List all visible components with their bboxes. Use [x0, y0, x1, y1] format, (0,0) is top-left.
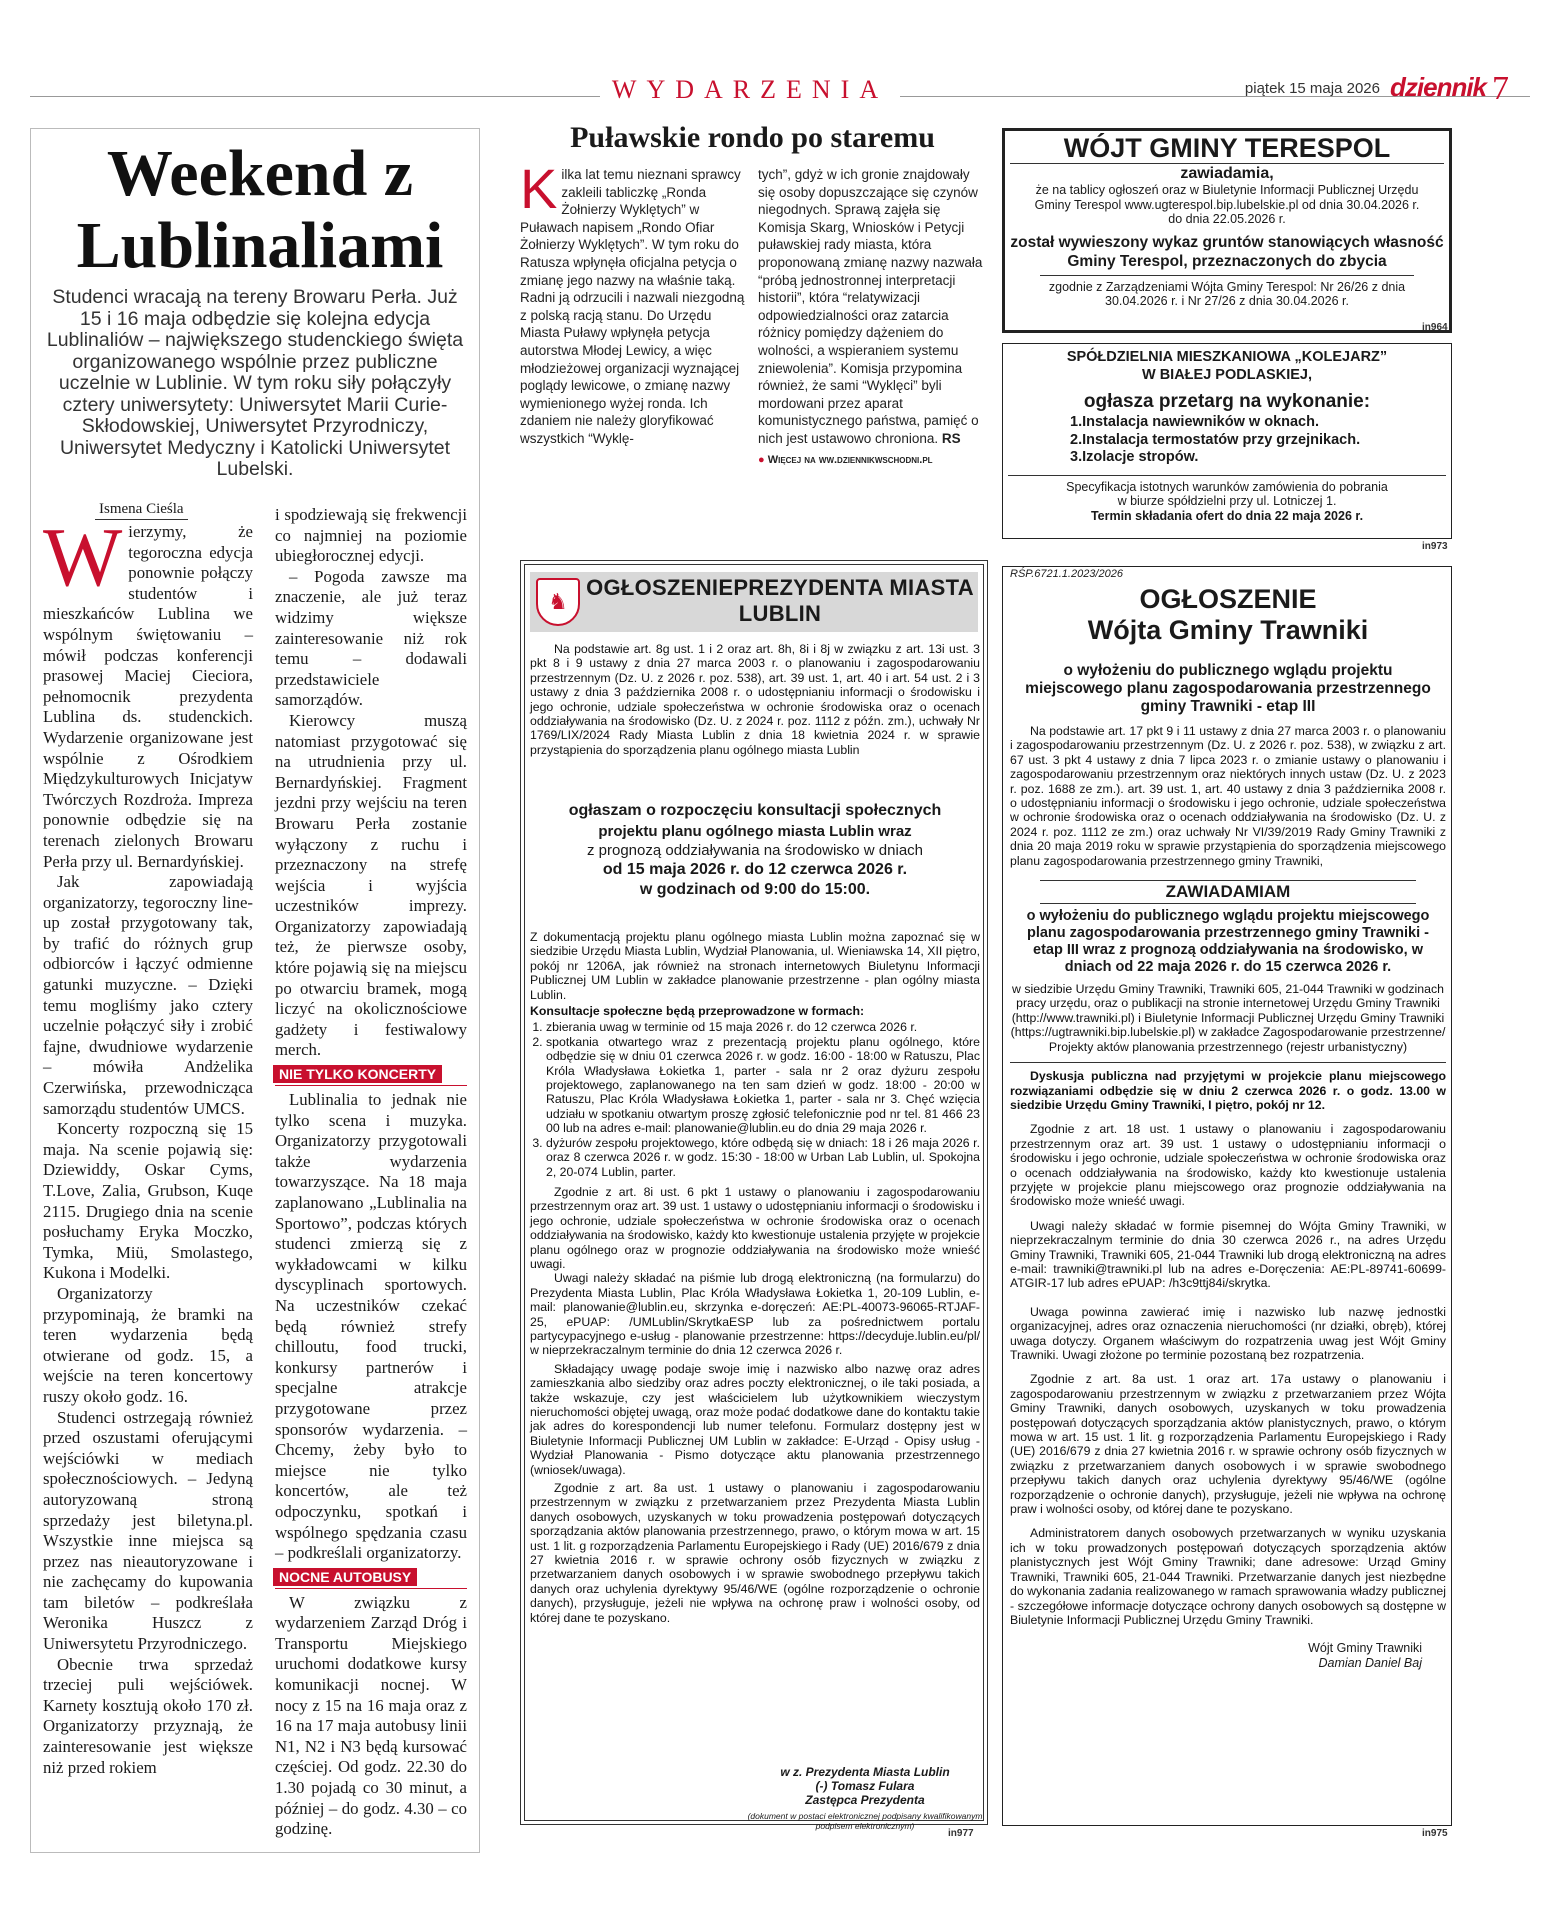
- ad-reference: in964: [1422, 322, 1448, 333]
- paragraph: Składający uwagę podaje swoje imię i nazwisko albo nazwę oraz adres zamieszkania albo siedziby oraz adres poczty elektronicznej, o ile taki posiada, a także wskazuje, czy jest właścicielem lub użytkownikiem wieczystym nieruchomości objętej uwagą, oraz może podać dodatkowe dane do kontaktu takie jak adres do korespondencji lub numer telefonu. Formularz dostępny jest w Biuletynie Informacji Publicznej UM Lublin w zakładce: E-Urząd - Opisy usług - Wydział Planowania - Pismo dotyczące aktu planowania przestrzennego (wniosek/uwaga).: [530, 1361, 980, 1477]
- paragraph: zgodnie z Zarządzeniami Wójta Gminy Terespol: Nr 26/26 z dnia 30.04.2026 r. i Nr 27/26 z dnia 30.04.2026 r.: [1048, 279, 1406, 308]
- announcement-line: projektu planu ogólnego miasta Lublin wraz: [598, 823, 912, 840]
- kolejarz-title: W BIAŁEJ PODLASKIEJ,: [1142, 367, 1312, 383]
- paragraph: Uwagi należy składać na piśmie lub drogą elektroniczną (na formularzu) do Prezydenta Miasta Lublin, Plac Króla Władysława Łokietka 1, 20-109 Lublin, e-mail: planowanie@lublin.eu, skrzynka e-doręczeń: AE:PL-40073-96065-RTJAF-25, ePUAP: /UMLublin/SkrytkaESP lub za pośrednictwem portalu partycypacyjnego e-usług - planowanie przestrzenne: https://decyduje.lublin.eu/pl/ w nieprzekraczalnym terminie do dnia 12 czerwca 2026 r.: [530, 1271, 980, 1358]
- paragraph: Jak zapowiadają organizatorzy, tegoroczny line-up został przygotowany tak, by trafić do różnych grup odbiorców i łączyć odmienne gatunki muzyczne. – Dzięki temu mogliśmy jako cztery uczelnie połączyć siły i zrobić fajne, dwudniowe wydarzenie – mówiła Andżelika Czerwińska, przewodnicząca samorządu studentów UMCS.: [43, 872, 253, 1118]
- lublin-details: [530, 930, 980, 1625]
- list-item: 2.Instalacja termostatów przy grzejnikach.: [1070, 431, 1361, 448]
- title-rule: [1010, 163, 1444, 164]
- paragraph: Dyskusja publiczna nad przyjętymi w projekcie planu miejscowego rozwiązaniami odbędzie się w dniu 2 czerwca 2026 r. o godz. 13.00 w siedzibie Urzędu Gminy Trawniki, I piętro, pokój nr 12.: [1010, 1069, 1446, 1112]
- drop-cap: K: [520, 157, 558, 220]
- footer-line: Specyfikacja istotnych warunków zamówienia do pobrania: [1066, 479, 1388, 494]
- tag-rule: [275, 1085, 467, 1086]
- ad-reference: in975: [1422, 1828, 1448, 1839]
- announcement-hours: w godzinach od 9:00 do 15:00.: [639, 881, 871, 898]
- terespol-title: WÓJT GMINY TERESPOL: [1063, 133, 1391, 163]
- paragraph: Z dokumentacją projektu planu ogólnego miasta Lublin można zapoznać się w siedzibie Urzędu Miasta Lublin, Wydział Planowania, ul. Wieniawska 14, XII piętro, pokój nr 1206A, jak również na stronach internetowych Biuletynu Informacji Publicznej UM Lublin w zakładce planowanie przestrzenne - plan ogólny miasta Lublin.: [530, 930, 980, 1002]
- subheading-tag: NOCNE AUTOBUSY: [273, 1568, 417, 1586]
- article-author: Ismena Cieśla: [95, 501, 188, 520]
- rondo-headline: Puławskie rondo po staremu: [570, 121, 935, 154]
- paragraph: Uwagi należy składać w formie pisemnej do Wójta Gminy Trawniki, w nieprzekraczalnym terminie do dnia 30 czerwca 2026 r., na adres Urzędu Gminy Trawniki, Trawniki 605, 21-044 Trawniki lub drogą elektroniczną na adres e-mail: trawniki@trawniki.pl lub na adres e-Doręczenia: AE:PL-89741-60699-ATGIR-17 lub adres ePUAP: /h3c9ttj84i/skrytka.: [1010, 1218, 1446, 1291]
- paragraph: i spodziewają się frekwencji co najmniej na poziomie ubiegłorocznej edycji.: [275, 505, 467, 566]
- footer-deadline: Termin składania ofert do dnia 22 maja 2026 r.: [1090, 508, 1364, 523]
- paragraph: ilka lat temu nieznani sprawcy zakleili tabliczkę „Ronda Żołnierzy Wyklętych” w Puławach napisem „Rondo Ofiar Żołnierzy Wyklętych”. W tym roku do Ratusza wpłynęła oficjalna petycja o zmianę jego nazwy na właśnie taką. Radni ją odrzucili i nazwali niezgodną z polską racją stanu. Do Urzędu Miasta Puławy wpłynęła petycja autorstwa Młodej Lewicy, a więc młodzieżowej organizacji wyznającej poglądy lewicowe, o zmianę nazwy wymienionego wyżej ronda. Ich zdaniem nie należy gloryfikować wszystkich “Wyklę-: [520, 167, 745, 446]
- paragraph: W związku z wydarzeniem Zarząd Dróg i Transportu Miejskiego uruchomi dodatkowe kursy komunikacji nocnej. W nocy z 15 na 16 maja oraz z 16 na 17 maja autobusy linii N1, N2 i N3 będą kursować częściej. Od godz. 22.30 do 1.30 pojadą co 30 minut, a później – do godz. 4.30 – co godzinę.: [275, 1592, 467, 1839]
- paragraph: Uwaga powinna zawierać imię i nazwisko lub nazwę jednostki organizacyjnej, adres oraz oznaczenia nieruchomości (nr działki, obręb), której uwaga dotyczy. Organem właściwym do rozpatrzenia uwag jest Wójt Gminy Trawniki. Uwagi złożone po terminie pozostaną bez rozpatrzenia.: [1010, 1304, 1446, 1362]
- paragraph: Administratorem danych osobowych przetwarzanych w wyniku uzyskania ich w toku prowadzonych postępowań dotyczących sporządzenia aktów planistycznych jest Wójt Gminy Trawniki; dane adresowe: Urząd Gminy Trawniki, Trawniki 605, 21-044 Trawniki. Przetwarzanie danych jest niezbędne do wykonania zadania realizowanego w ramach sprawowania władzy publicznej - szczegółowe informacje dotyczące ochrony danych osobowych są dostępne w Biuletynie Informacji Publicznej Urzędu Gminy Trawniki.: [1010, 1526, 1446, 1627]
- announcement-line: ogłaszam o rozpoczęciu konsultacji społecznych: [568, 802, 942, 819]
- paragraph: Zgodnie z art. 8a ust. 1 oraz art. 17a ustawy o planowaniu i zagospodarowaniu przestrzennym w związku z przetwarzaniem przez Wójta Gminy Trawniki, danych osobowych, uzyskanych w toku prowadzenia postępowań dotyczących sporządzania aktów planistycznych, prawo, o którym mowa w art. 15 ust. 1 lit. g rozporządzenia Parlamentu Europejskiego i Rady (UE) 2016/679 z dnia 27 kwietnia 2016 r. w sprawie ochrony osób fizycznych w związku z przetwarzaniem danych osobowych i w sprawie swobodnego przepływu takich danych oraz uchylenia dyrektywy 95/46/WE (ogólne rozporządzenie o ochronie danych), przysługuje, jeżeli nie wpływa na ochronę praw i wolności osoby, od której dane te pozyskano.: [1010, 1372, 1446, 1517]
- signature-line: w z. Prezydenta Miasta Lublin: [780, 1765, 950, 1779]
- paragraph: Konsultacje społeczne będą przeprowadzone w formach:: [530, 1004, 865, 1019]
- newspaper-logo: dziennik: [1390, 72, 1487, 102]
- article-column-1: [43, 511, 253, 1778]
- paragraph: Zgodnie z art. 8i ust. 6 pkt 1 ustawy o planowaniu i zagospodarowaniu przestrzennym oraz art. 39 ust. 1 ustawy o udostępnianiu informacji o środowisku i jego ochronie, udziale społeczeństwa w ochronie środowiska oraz o ocenach oddziaływania na środowisko, każdy kto kwestionuje ustalenia przyjęte w projekcie planu ogólnego oraz w prognozie oddziaływania na środowisko może wnieść uwagi.: [530, 1184, 980, 1271]
- page-number: 7: [1492, 70, 1509, 107]
- paragraph: Kierowcy muszą natomiast przygotować się na utrudnienia przy ul. Bernardyńskiej. Fragment jezdni przy wejściu na teren Browaru Perła zostanie wyłączony z ruchu i przeznaczony na strefę wejścia i wyjścia uczestników imprezy. Organizatorzy zapowiadają też, że pierwsze osoby, które pojawią się na miejscu po otwarciu bramek, mogą liczyć na okolicznościowe gadżety i festiwalowy merch.: [275, 710, 467, 1060]
- paragraph: Zgodnie z art. 18 ust. 1 ustawy o planowaniu i zagospodarowaniu przestrzennym oraz art. 39 ust. 1 ustawy o udostępnianiu informacji o środowisku i jego ochronie, udziale społeczeństwa w ochronie środowiska oraz o ocenach oddziaływania na środowisko, każdy kto kwestionuje ustalenia przyjęte w projekcie planu miejscowego oraz prognozie oddziaływania na środowisko może wnieść uwagi.: [1010, 1122, 1446, 1209]
- consultation-list: [530, 1020, 980, 1178]
- list-item: 3.Izolacje stropów.: [1070, 449, 1199, 465]
- issue-date: piątek 15 maja 2026: [1244, 80, 1380, 97]
- trawniki-subtitle: o wyłożeniu do publicznego wglądu projektu miejscowego planu zagospodarowania przestrzennego gminy Trawniki - etap III: [1025, 662, 1431, 715]
- more-link[interactable]: Więcej na ww.dziennikwschodni.pl: [767, 453, 933, 466]
- ad-reference: in973: [1422, 541, 1448, 552]
- kolejarz-title: SPÓŁDZIELNIA MIESZKANIOWA „KOLEJARZ”: [1066, 349, 1388, 365]
- rondo-column-1: [520, 157, 745, 448]
- ad-reference: in977: [948, 1828, 974, 1839]
- paragraph: Na podstawie art. 8g ust. 1 i 2 oraz art. 8h, 8i i 8j w związku z art. 13i ust. 3 pkt 8 i 9 ustawy z dnia 27 marca 2003 r. o planowaniu i zagospodarowaniu przestrzennym (Dz. U. z 2026 r. poz. 538), art. 39 ust. 1, art. 40 i art. 54 ust. 2 i 3 ustawy z dnia 3 października 2008 r. o udostępnianiu informacji o środowisku i jego ochronie, udziale społeczeństwa w ochronie środowiska oraz o ocenach oddziaływania na środowisko (Dz. U. z 2024 r. poz. 1112 z późn. zm.), uchwały Nr 1769/LIX/2024 Rady Miasta Lublin z dnia 18 kwietnia 2024 r. w sprawie przystąpienia do sporządzenia planu ogólnego miasta Lublin: [530, 642, 980, 757]
- lublin-signature: [745, 1765, 985, 1831]
- article-column-2: [275, 505, 467, 1840]
- list-item: 1. zbierania uwag w terminie od 15 maja 2026 r. do 12 czerwca 2026 r.: [546, 1020, 980, 1034]
- drop-cap: W: [43, 511, 123, 604]
- rondo-signature: RS: [941, 430, 961, 446]
- kolejarz-body: [1008, 348, 1446, 523]
- section-title: WYDARZENIA: [600, 72, 900, 108]
- paragraph: Organizatorzy przypominają, że bramki na teren wydarzenia będą otwierane od godz. 15, a wejście na teren koncertowy ruszy około godz. 16.: [43, 1283, 253, 1406]
- more-link-row: [758, 452, 986, 470]
- subheading-tag: NIE TYLKO KONCERTY: [273, 1065, 442, 1083]
- tag-rule: [275, 1588, 467, 1589]
- paragraph: Na podstawie art. 17 pkt 9 i 11 ustawy z dnia 27 marca 2003 r. o planowaniu i zagospodarowaniu przestrzennym (Dz. U. z 2026 r. poz. 538), w związku z art. 67 ust. 3 pkt 4 ustawy z dnia 7 lipca 2023 r. o zmianie ustawy o planowaniu i zagospodarowaniu przestrzennym oraz niektórych innych ustaw (Dz. U. z 2023 r. poz. 1688 ze zm.). art. 39 ust. 1, art. 40 ustawy z dnia 3 października 2008 r. o udostępnianiu informacji o środowisku i jego ochronie, udziale społeczeństwa w ochronie środowiska oraz o ocenach oddziaływania na środowisko (Dz. U. z 2024 r. poz. 1112 ze zm.) oraz uchwały Nr VI/39/2019 Rady Gminy Trawniki z dnia 20 maja 2019 roku w sprawie przystąpienia do sporządzenia miejscowego planu zagospodarowania przestrzennego gminy Trawniki,: [1010, 724, 1446, 868]
- zawiadamiam-text: o wyłożeniu do publicznego wglądu projektu miejscowego planu zagospodarowania przestrzennego gminy Trawniki - etap III wraz z prognozą oddziaływania na środowisko, w dniach od 22 maja 2026 r. do 15 czerwca 2026 r.: [1026, 908, 1430, 976]
- paragraph: tych”, gdyż w ich gronie znajdowały się osoby dopuszczające się czynów niegodnych. Sprawą zajęła się Komisja Skarg, Wniosków i Petycji puławskiej rady miasta, która proponowaną zmianę nazwy nazwała “próbą jednostronnej interpretacji historii”, która “relatywizacji odpowiedzialności oraz zatarcia różnicy pomiędzy dążeniem do wolności, a wspieraniem systemu zniewolenia”. Komisja przypomina również, że sami “Wyklęci” byli mordowani przez aparat komunistycznego państwa, pamięć o nich jest ustawowo chroniona.: [758, 167, 983, 446]
- footer-line: w biurze spółdzielni przy ul. Lotniczej 1.: [1117, 494, 1337, 508]
- announcement-dates: od 15 maja 2026 r. do 12 czerwca 2026 r.: [602, 861, 908, 878]
- list-item: 1.Instalacja nawiewników w oknach.: [1070, 414, 1319, 430]
- lublin-ad-title: OGŁOSZENIEPREZYDENTA MIASTA LUBLIN: [586, 575, 974, 626]
- signature-line: Zastępca Prezydenta: [805, 1793, 925, 1807]
- paragraph: Studenci ostrzegają również przed oszustami oferującymi wejściówki w mediach społecznościowych. – Jedyną autoryzowaną stroną sprzedaży jest biletyna.pl. Wszystkie inne miejsca są przez nas nieautoryzowane i nie zachęcamy do kupowania tam biletów – podkreślała Weronika Huszcz z Uniwersytetu Przyrodniczego.: [43, 1407, 253, 1654]
- lublin-announcement: [530, 800, 980, 900]
- terespol-subtitle: zawiadamia,: [1180, 165, 1274, 182]
- article-headline: Weekend z Lublinaliami: [76, 137, 444, 282]
- bullet-icon: ●: [758, 453, 765, 466]
- paragraph: został wywieszony wykaz gruntów stanowiących własność Gminy Terespol, przeznaczonych do zbycia: [1010, 233, 1444, 270]
- lublin-crest-icon: ♞: [536, 578, 580, 626]
- paragraph: Koncerty rozpoczną się 15 maja. Na scenie pojawią się: Dziewiddy, Oskar Cyms, T.Love, Zalia, Grubson, Kuqe 2115. Drugiego dnia na scenie posłuchamy Eryka Moczko, Tymka, Miü, Smolastego, Kukona i Modelki.: [43, 1119, 253, 1283]
- signature-line: Wójt Gminy Trawniki: [1308, 1641, 1422, 1656]
- paragraph: że na tablicy ogłoszeń oraz w Biuletynie Informacji Publicznej Urzędu Gminy Terespol www.ugterespol.bip.lubelskie.pl od dnia 30.04.2026 r. do dnia 22.05.2026 r.: [1034, 183, 1420, 226]
- announcement-line: z prognozą oddziaływania na środowisko w dniach: [586, 842, 924, 859]
- reference-code: RŚP.6721.1.2023/2026: [1010, 568, 1123, 580]
- rondo-column-2: [758, 166, 986, 469]
- paragraph: – Pogoda zawsze ma znaczenie, ale już teraz widzimy większe zainteresowanie niż rok temu – dodawali przedstawiciele samorządów.: [275, 566, 467, 710]
- paragraph: ierzymy, że tegoroczna edycja ponownie połączy studentów i mieszkańców Lublina we wspólnym świętowaniu – mówił podczas konferencji prasowej Maciej Cieciora, pełnomocnik prezydenta Lublina ds. studenckich. Wydarzenie organizowane jest wspólnie z Ośrodkiem Międzykulturowych Inicjatyw Twórczych Rozdroża. Impreza ponownie odbędzie się na terenach zielonych Browaru Perła przy ul. Bernardyńskiej.: [43, 522, 253, 871]
- signature-note: (dokument w postaci elektronicznej podpisany kwalifikowanym podpisem elektronicznym): [747, 1811, 983, 1831]
- trawniki-signature: [1010, 1641, 1446, 1671]
- trawniki-title: OGŁOSZENIE: [1139, 584, 1317, 614]
- paragraph: w siedzibie Urzędu Gminy Trawniki, Trawniki 605, 21-044 Trawniki w godzinach pracy urzędu, oraz o publikacji na stronie internetowej Urzędu Gminy Trawniki (http://www.trawniki.pl) i Biuletynie Informacji Publicznej Urzędu Gminy Trawniki (https://ugtrawniki.bip.lubelskie.pl) w zakładce Zagospodarowanie przestrzenne/ Projekty aktów planowania przestrzennego (rejestr urbanistyczny): [1010, 982, 1446, 1054]
- paragraph: Obecnie trwa sprzedaż trzeciej puli wejściówek. Karnety kosztują około 170 zł. Organizatorzy przyznają, że zainteresowanie jest większe niż przed rokiem: [43, 1654, 253, 1777]
- kolejarz-list: [1008, 414, 1446, 467]
- trawniki-body: [1010, 568, 1446, 1671]
- signature-line: Damian Daniel Baj: [1318, 1656, 1422, 1671]
- paragraph: Zgodnie z art. 8a ust. 1 ustawy o planowaniu i zagospodarowaniu przestrzennym w związku z przetwarzaniem przez Prezydenta Miasta Lublin danych osobowych, uzyskanych w toku prowadzenia postępowań dotyczących sporządzania aktów planowania przestrzennego, prawo, o którym mowa w art. 15 ust. 1 lit. g rozporządzenia Parlamentu Europejskiego i Rady (UE) 2016/679 z dnia 27 kwietnia 2016 r. w sprawie ochrony osób fizycznych w związku z przetwarzaniem danych osobowych i w sprawie swobodnego przepływu takich danych oraz uchylenia dyrektywy 95/46/WE (ogólne rozporządzenie o ochronie danych), przysługuje, jeżeli nie wpływa na ochronę praw i wolności osoby, od której dane te pozyskano.: [530, 1481, 980, 1625]
- article-lead: Studenci wracają na tereny Browaru Perła. Już 15 i 16 maja odbędzie się kolejna edycja Lublinaliów – największego studenckiego święta organizowanego wspólnie przez publiczne uczelnie w Lublinie. W tym roku siły połączyły cztery uniwersytety: Uniwersytet Marii Curie-Skłodowskiej, Uniwersytet Przyrodniczy, Uniwersytet Medyczny i Katolicki Uniwersytet Lubelski.: [46, 286, 464, 480]
- signature-line: (-) Tomasz Fulara: [815, 1779, 915, 1793]
- list-item: 2. spotkania otwartego wraz z prezentacją projektu planu ogólnego, które odbędzie się w dniu 01 czerwca 2026 r. w godz. 16:00 - 18:00 w Ratuszu, Plac Króla Władysława Łokietka 1, parter - sala nr 2 oraz dyżuru zespołu projektowego, zaplanowanego na ten sam dzień w godz. 18:00 - 20:00 w Ratuszu, Plac Króla Władysława Łokietka 1, parter - sala nr 3. Chęć wzięcia udziału w spotkaniu otwartym proszę zgłosić telefonicznie pod nr tel. 81 466 23 00 lub na adres e-mail: planowanie@lublin.eu do dnia 29 maja 2026 r.: [546, 1035, 980, 1136]
- paragraph: Lublinalia to jednak nie tylko scena i muzyka. Organizatorzy przygotowali także wydarzenia towarzyszące. Na 18 maja zaplanowano „Lublinalia na Sportowo”, podczas których studenci zmierzą się z wykładowcami w kilku dyscyplinach sportowych. Na uczestników czekać będą również strefy chilloutu, food trucki, konkursy partnerów i specjalne atrakcje przygotowane przez sponsorów wydarzenia. – Chcemy, żeby było to miejsce nie tylko koncertów, ale też odpoczynku, spotkań i wspólnego spędzania czasu – podkreślali organizatorzy.: [275, 1090, 467, 1563]
- zawiadamiam-heading: ZAWIADAMIAM: [1040, 880, 1416, 904]
- list-item: 3. dyżurów zespołu projektowego, które odbędą się w dniach: 18 i 26 maja 2026 r. oraz 8 czerwca 2026 r. w godz. 15:30 - 18:00 w Urban Lab Lublin, ul. Spokojna 2, 20-074 Lublin, parter.: [546, 1136, 980, 1179]
- kolejarz-heading: ogłasza przetarg na wykonanie:: [1083, 391, 1371, 412]
- terespol-body: [1010, 165, 1444, 309]
- lublin-intro: [530, 642, 980, 757]
- trawniki-title: Wójta Gminy Trawniki: [1087, 615, 1369, 645]
